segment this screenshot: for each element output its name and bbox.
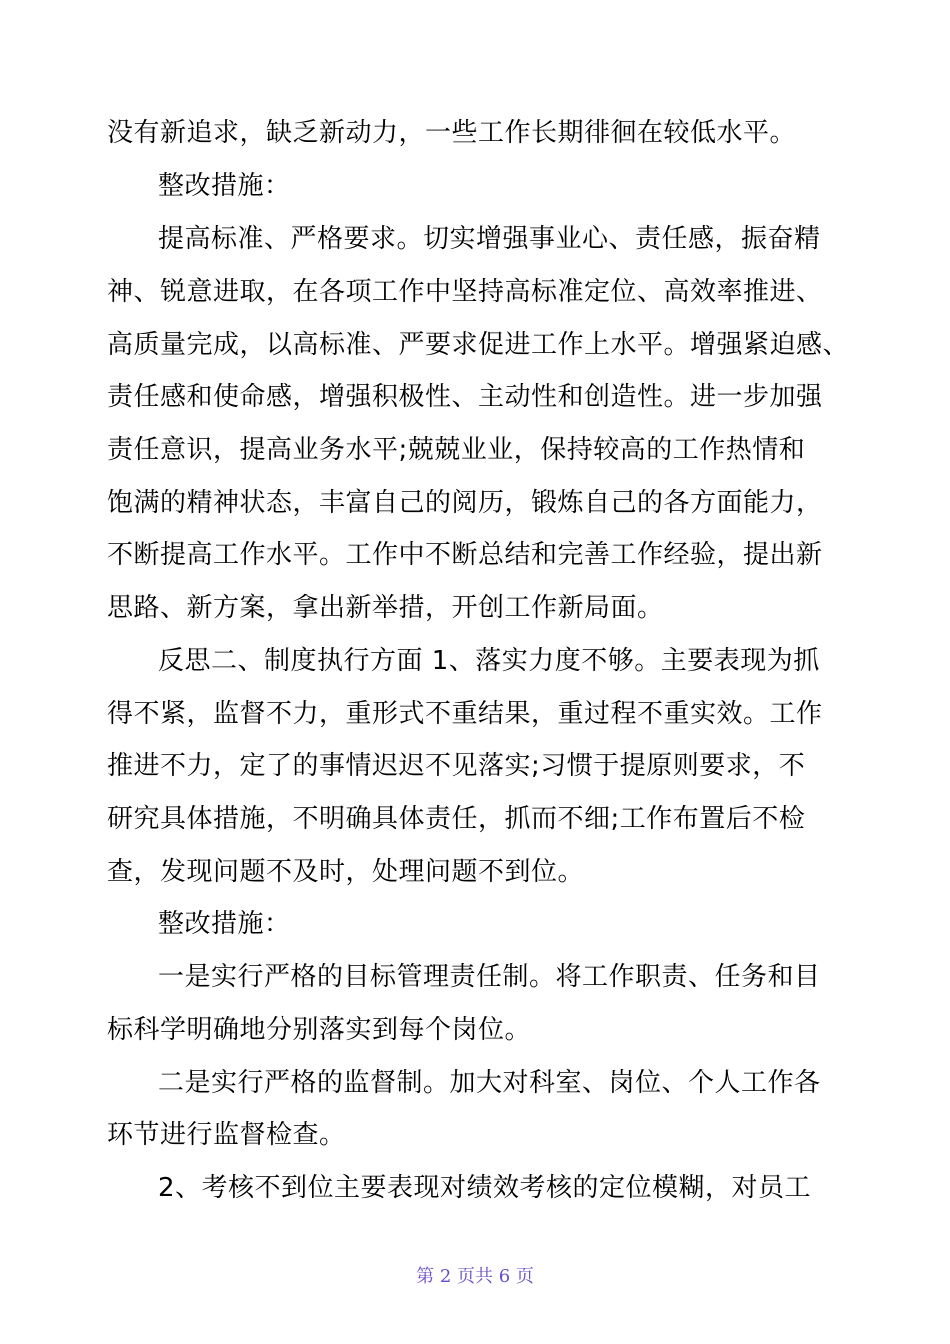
text-line-15: 查，发现问题不及时，处理问题不到位。: [107, 857, 585, 887]
text-line-4: 神、锐意进取，在各项工作中坚持高标准定位、高效率推进、: [107, 277, 823, 307]
text-line-11: 反思二、制度执行方面 1、落实力度不够。主要表现为抓: [158, 646, 820, 676]
text-line-5: 高质量完成，以高标准、严要求促进工作上水平。增强紧迫感、: [107, 330, 850, 360]
text-line-18: 标科学明确地分别落实到每个岗位。: [107, 1015, 532, 1045]
text-line-14: 研究具体措施，不明确具体责任，抓而不细;工作布置后不检: [107, 804, 806, 834]
text-line-16: 整改措施：: [158, 909, 291, 939]
text-line-12: 得不紧，监督不力，重形式不重结果，重过程不重实效。工作: [107, 699, 823, 729]
page-number-footer: 第 2 页共 6 页: [416, 1266, 534, 1287]
text-line-17: 一是实行严格的目标管理责任制。将工作职责、任务和目: [158, 962, 821, 992]
text-line-2: 整改措施：: [158, 171, 291, 201]
text-line-3: 提高标准、严格要求。切实增强事业心、责任感，振奋精: [158, 224, 821, 254]
text-line-8: 饱满的精神状态，丰富自己的阅历，锻炼自己的各方面能力，: [107, 488, 823, 518]
text-line-6: 责任感和使命感，增强积极性、主动性和创造性。进一步加强: [107, 382, 823, 412]
text-line-9: 不断提高工作水平。工作中不断总结和完善工作经验，提出新: [107, 540, 823, 570]
text-line-21: 2、考核不到位主要表现对绩效考核的定位模糊，对员工: [158, 1173, 812, 1203]
text-line-13: 推进不力，定了的事情迟迟不见落实;习惯于提原则要求，不: [107, 751, 806, 781]
text-line-7: 责任意识，提高业务水平;兢兢业业，保持较高的工作热情和: [107, 435, 806, 465]
text-line-1: 没有新追求，缺乏新动力，一些工作长期徘徊在较低水平。: [107, 118, 797, 148]
text-line-19: 二是实行严格的监督制。加大对科室、岗位、个人工作各: [158, 1068, 821, 1098]
text-line-10: 思路、新方案，拿出新举措，开创工作新局面。: [107, 593, 664, 623]
text-line-20: 环节进行监督检查。: [107, 1120, 346, 1150]
